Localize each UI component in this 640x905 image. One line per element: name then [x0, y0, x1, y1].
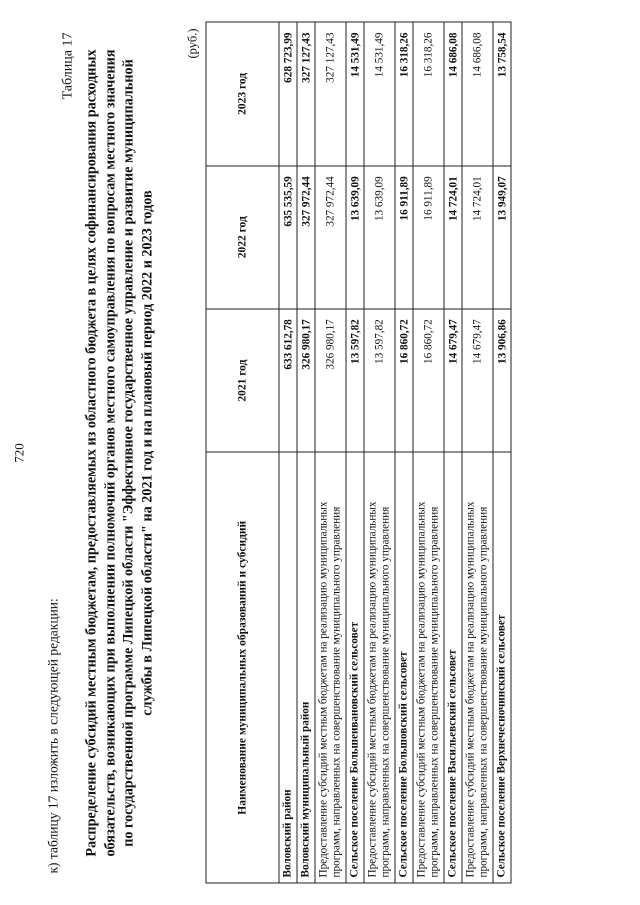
intro-text: к) таблицу 17 изложить в следующей редакции: [45, 597, 60, 873]
row-name: Сельское поселение Большеивановский сельсовет [346, 452, 364, 883]
cell-2021: 326 980,17 [315, 308, 346, 452]
table-row [413, 22, 444, 883]
cell-2021: 13 906,86 [493, 308, 511, 452]
cell-2022: 327 972,44 [315, 165, 346, 308]
table-row [395, 22, 413, 883]
cell-2021: 326 980,17 [297, 308, 315, 452]
page-number: 720 [11, 442, 26, 463]
cell-2021: 633 612,78 [279, 308, 297, 452]
table-header-row [206, 22, 279, 883]
cell-2022: 13 639,09 [346, 165, 364, 308]
cell-2023: 14 531,49 [346, 22, 364, 166]
cell-2021: 16 860,72 [395, 308, 413, 452]
cell-2023: 628 723,99 [279, 22, 297, 166]
cell-2023: 14 531,49 [364, 22, 395, 166]
cell-2021: 16 860,72 [413, 308, 444, 452]
header-name: Наименование муниципальных образований и субсидий [206, 452, 279, 883]
row-name: Воловский муниципальный район [297, 452, 315, 883]
cell-2021: 14 679,47 [444, 308, 462, 452]
table-body [279, 22, 511, 883]
table-row [346, 22, 364, 883]
unit-label: (руб.) [185, 28, 199, 58]
row-name: Сельское поселение Большовский сельсовет [395, 452, 413, 883]
table-label: Таблица 17 [60, 32, 75, 99]
table-row [297, 22, 315, 883]
header-2021: 2021 год [206, 308, 279, 452]
cell-2022: 13 639,09 [364, 165, 395, 308]
cell-2021: 14 679,47 [462, 308, 493, 452]
table-row [279, 22, 297, 883]
header-2023: 2023 год [206, 22, 279, 166]
row-name: Предоставление субсидий местным бюджетам на реализацию муниципальных программ, направленных на совершенствование муниципального управления [315, 452, 346, 883]
table-title: Распределение субсидий местным бюджетам, предоставляемых из областного бюджета в целях софинансирования расходных обязательств, возникающих при выполнении полномочий органов местного самоуправления по вопросам местного значения по государственной программе Липецкой области "Эффективное государственное управление и развитие муниципальной службы в Липецкой области" на 2021 год и на плановый период 2022 и 2023 годов [83, 48, 155, 857]
cell-2022: 13 949,07 [493, 165, 511, 308]
row-name: Сельское поселение Верхнечесночинский сельсовет [493, 452, 511, 883]
cell-2022: 16 911,89 [413, 165, 444, 308]
cell-2023: 13 758,54 [493, 22, 511, 166]
row-name: Предоставление субсидий местным бюджетам на реализацию муниципальных программ, направленных на совершенствование муниципального управления [462, 452, 493, 883]
cell-2023: 14 686,08 [444, 22, 462, 166]
cell-2022: 14 724,01 [444, 165, 462, 308]
subsidies-table [205, 21, 511, 883]
row-name: Предоставление субсидий местным бюджетам на реализацию муниципальных программ, направленных на совершенствование муниципального управления [413, 452, 444, 883]
cell-2022: 635 535,59 [279, 165, 297, 308]
header-2022: 2022 год [206, 165, 279, 308]
row-name: Сельское поселение Васильевский сельсовет [444, 452, 462, 883]
cell-2023: 16 318,26 [413, 22, 444, 166]
row-name: Воловский район [279, 452, 297, 883]
row-name: Предоставление субсидий местным бюджетам на реализацию муниципальных программ, направленных на совершенствование муниципального управления [364, 452, 395, 883]
cell-2023: 16 318,26 [395, 22, 413, 166]
cell-2022: 14 724,01 [462, 165, 493, 308]
table-row [493, 22, 511, 883]
table-row [315, 22, 346, 883]
cell-2022: 327 972,44 [297, 165, 315, 308]
cell-2021: 13 597,82 [346, 308, 364, 452]
cell-2023: 327 127,43 [315, 22, 346, 166]
cell-2023: 14 686,08 [462, 22, 493, 166]
cell-2021: 13 597,82 [364, 308, 395, 452]
table-row [364, 22, 395, 883]
table-row [444, 22, 462, 883]
table-row [462, 22, 493, 883]
cell-2022: 16 911,89 [395, 165, 413, 308]
cell-2023: 327 127,43 [297, 22, 315, 166]
